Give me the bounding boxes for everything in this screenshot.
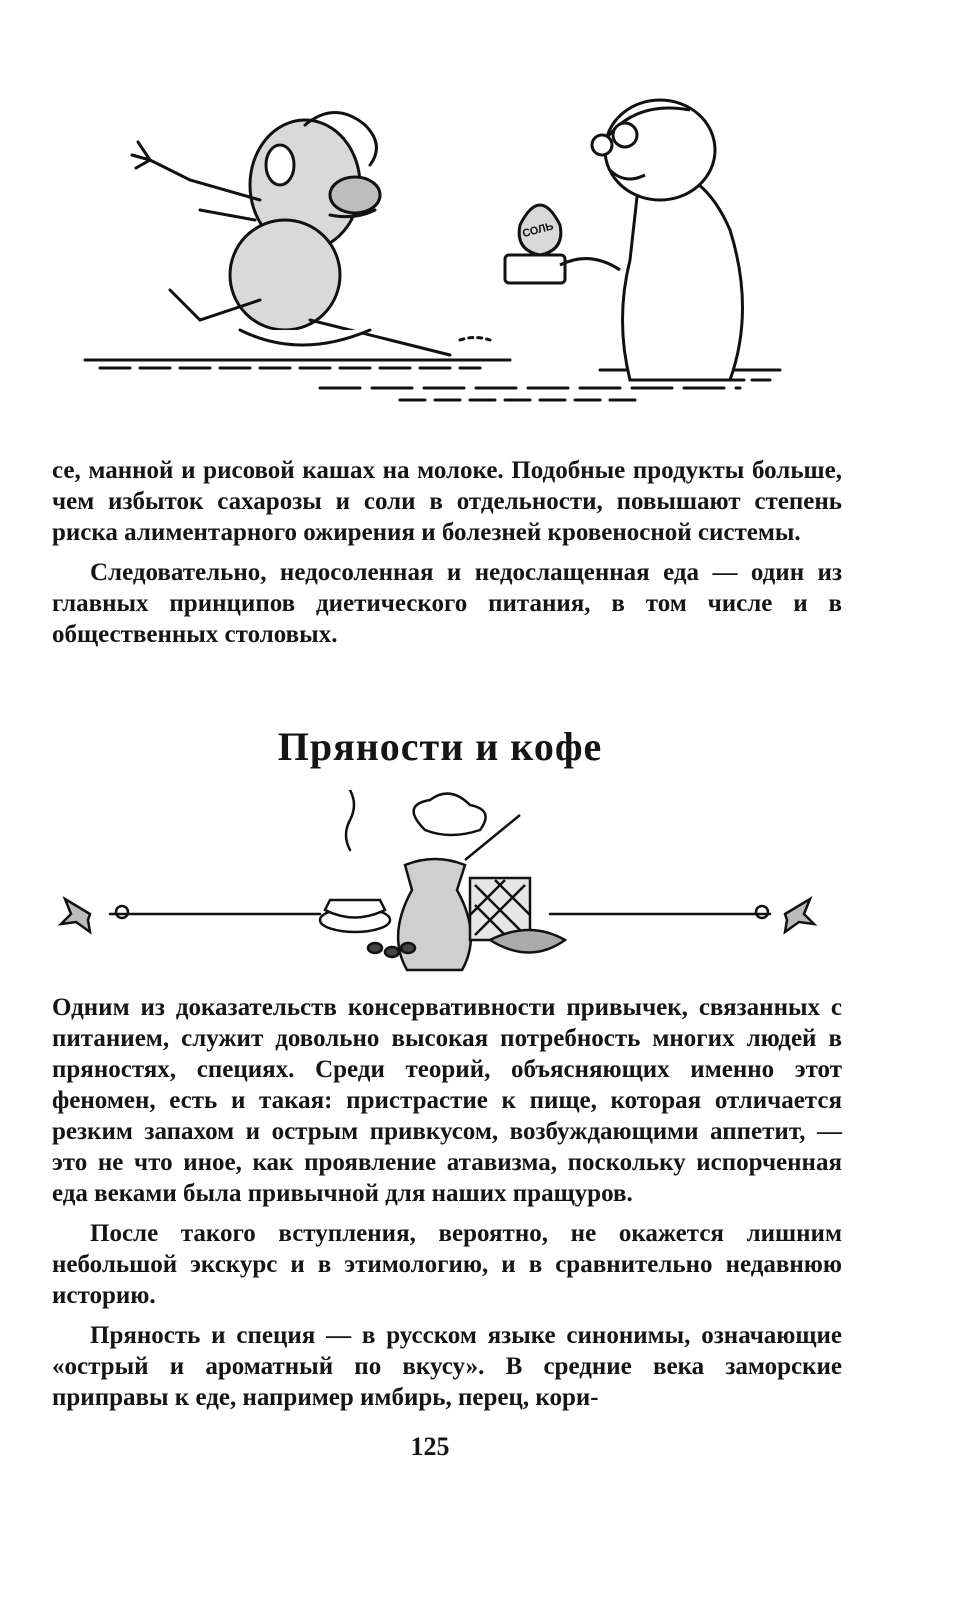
- intro-text: [52, 455, 842, 650]
- paragraph: Пряность и специя — в русском языке синонимы, означающие «острый и ароматный по вкусу». В средние века заморские приправы к еде, например имбирь, перец, кори-: [52, 1322, 842, 1411]
- paragraph: После такого вступления, вероятно, не окажется лишним небольшой экскурс и в этимологию, и в сравнительно недавнюю историю.: [52, 1220, 842, 1309]
- section-title: Пряности и кофе: [277, 724, 603, 769]
- salt-bag-label: СОЛЬ: [521, 220, 555, 241]
- cartoon-illustration: [80, 70, 800, 430]
- section-text: [52, 992, 842, 1413]
- paragraph: Следовательно, недосоленная и недослащенная еда — один из главных принципов диетического питания, в том числе и в общественных столовых.: [52, 559, 842, 648]
- coffee-ornament-illustration: [50, 790, 840, 980]
- page-number: 125: [410, 1432, 450, 1461]
- paragraph: се, манной и рисовой кашах на молоке. Подобные продукты больше, чем избыток сахарозы и соли в отдельности, повышают степень риска алиментарного ожирения и болезней кровеносной системы.: [52, 457, 842, 546]
- paragraph: Одним из доказательств консервативности привычек, связанных с питанием, служит довольно высокая потребность многих людей в пряностях, специях. Среди теорий, объясняющих именно этот феномен, есть и такая: пристрастие к пище, которая отличается резким запахом и острым привкусом, возбуждающими аппетит, — это не что иное, как проявление атавизма, поскольку испорченная еда веками была привычной для наших пращуров.: [52, 994, 842, 1207]
